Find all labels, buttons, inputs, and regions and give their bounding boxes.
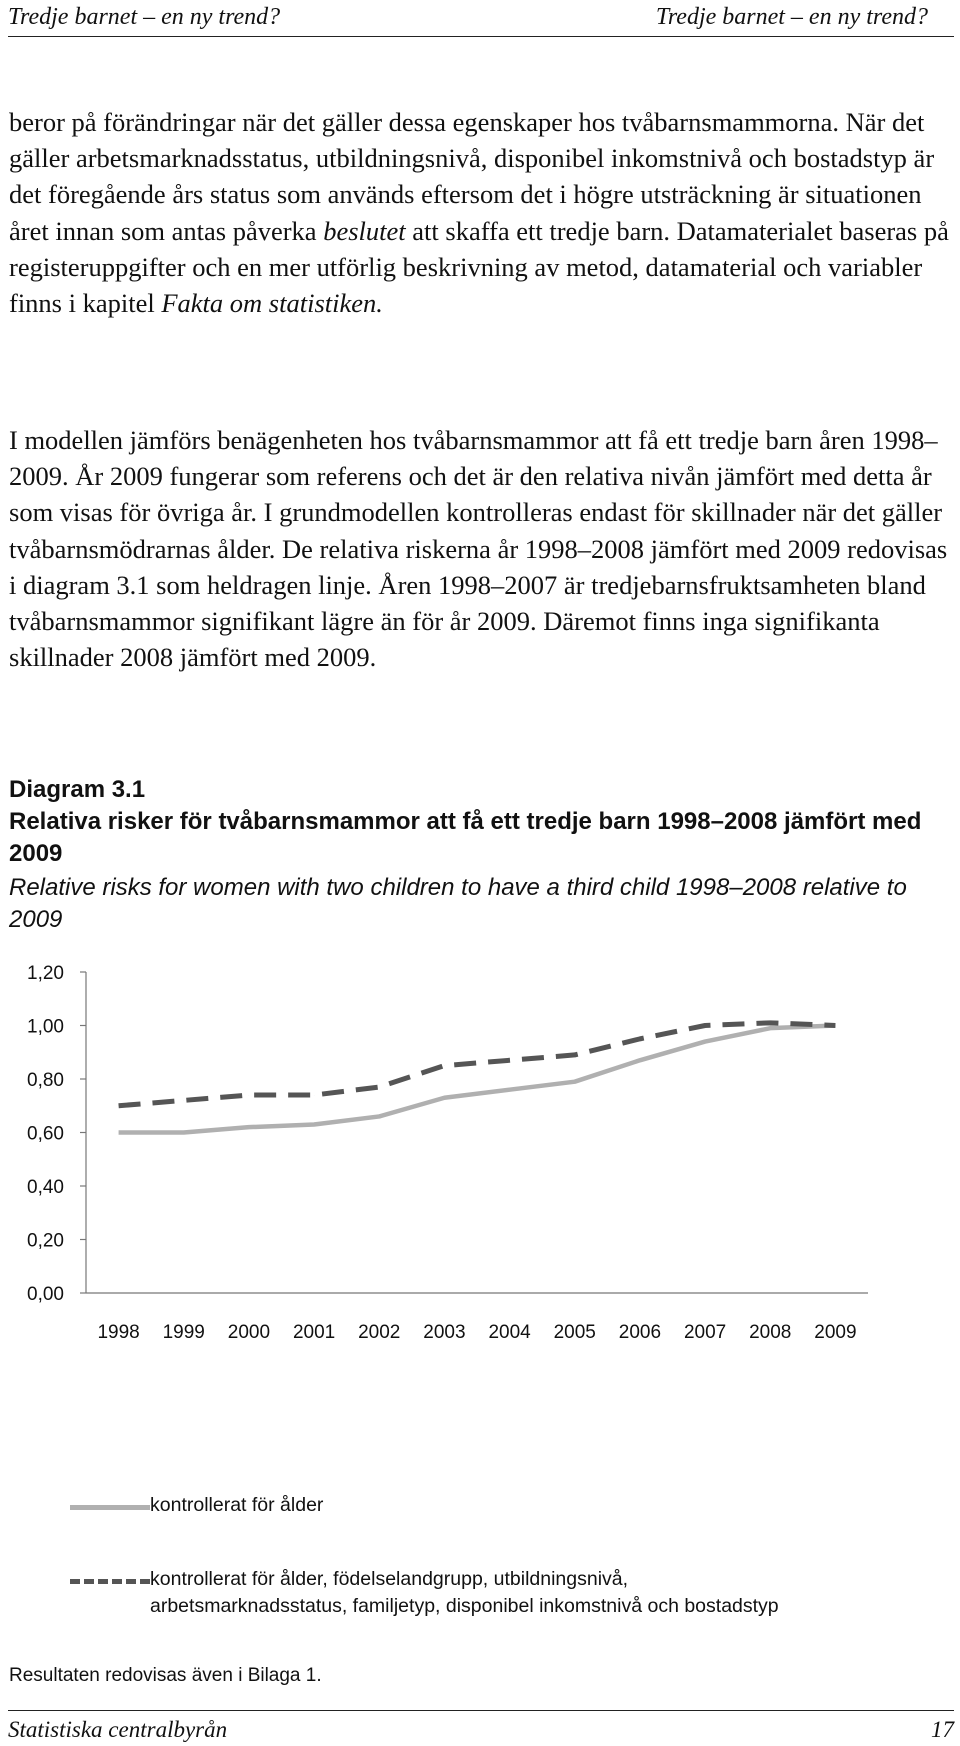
diagram-subtitle: Relative risks for women with two children to have a third child 1998–2008 relative to 2009 [9, 874, 907, 933]
paragraph-1-text-after: att skaffa ett tredje barn. Datamaterialet baseras på registeruppgifter och en mer utförlig beskrivning av metod, datamaterial och variabler finns i kapitel [9, 215, 949, 319]
y-tick-label: 0,60 [27, 1123, 64, 1145]
y-tick-label: 0,20 [27, 1230, 64, 1252]
y-tick-label: 0,40 [27, 1177, 64, 1198]
diagram-label: Diagram 3.1 [9, 776, 146, 803]
running-footer [8, 1710, 954, 1742]
diagram-title: Relativa risker för tvåbarnsmammor att få ett tredje barn 1998–2008 jämfört med 2009 [9, 808, 922, 867]
line-chart [0, 948, 960, 1468]
chart-legend [0, 1480, 960, 1640]
legend-swatch-dashed [70, 1579, 150, 1584]
legend-label-dashed: kontrollerat för ålder, födelselandgrupp, utbildningsnivå, arbetsmarknadsstatus, familjetyp, disponibel inkomstnivå och bostadstyp [150, 1568, 779, 1617]
x-tick-label: 2005 [553, 1322, 596, 1343]
paragraph-1-text-before: beror på förändringar när det gäller dessa egenskaper hos tvåbarnsmammorna. När det gäller arbetsmarknadsstatus, utbildningsnivå, disponibel inkomstnivå och bostadstyp är det föregående års status som används eftersom det i högre utsträckning är situationen året innan som antas påverka [9, 107, 935, 246]
page-number: 17 [931, 1717, 954, 1742]
x-tick-label: 1998 [97, 1322, 140, 1343]
y-tick-label: 1,20 [27, 963, 64, 984]
running-header [8, 0, 954, 37]
x-tick-label: 2000 [227, 1322, 271, 1343]
x-tick-label: 2006 [618, 1322, 662, 1343]
paragraph-1-emphasis: beslutet [323, 215, 406, 246]
x-tick-label: 2008 [749, 1322, 792, 1343]
header-left-title: Tredje barnet – en ny trend? [8, 4, 281, 30]
y-tick-label: 0,00 [27, 1284, 64, 1305]
legend-label-solid: kontrollerat för ålder [150, 1494, 324, 1516]
x-tick-label: 2003 [423, 1322, 466, 1343]
x-tick-label: 2007 [683, 1322, 727, 1343]
x-tick-label: 2002 [358, 1322, 401, 1343]
y-tick-label: 0,80 [27, 1070, 64, 1091]
footer-publisher: Statistiska centralbyrån [8, 1717, 228, 1742]
chart-note: Resultaten redovisas även i Bilaga 1. [9, 1665, 322, 1686]
paragraph-1 [9, 104, 949, 321]
paragraph-2: I modellen jämförs benägenheten hos tvåbarnsmammor att få ett tredje barn åren 1998–2009. År 2009 fungerar som referens och det är den relativa nivån jämfört med detta år som visas för övriga år. I grundmodellen kontrolleras endast för skillnader när det gäller tvåbarnsmödrarnas ålder. De relativa riskerna år 1998–2008 jämfört med 2009 redovisas i diagram 3.1 som heldragen linje. Åren 1998–2007 är tredjebarnsfruktsamheten bland tvåbarnsmammor signifikant lägre än för år 2009. Däremot finns inga signifikanta skillnader 2008 jämfört med 2009. [9, 425, 948, 673]
legend-swatch-solid [70, 1505, 150, 1510]
line-chart-svg [0, 948, 960, 1468]
x-tick-label: 2001 [292, 1322, 336, 1343]
x-tick-label: 2009 [814, 1322, 857, 1343]
series-line-solid [119, 1026, 836, 1133]
x-tick-label: 1999 [162, 1322, 205, 1343]
paragraph-1-reference: Fakta om statistiken. [161, 288, 383, 319]
y-tick-label: 1,00 [27, 1016, 64, 1038]
header-right-title: Tredje barnet – en ny trend? [655, 4, 928, 30]
x-tick-label: 2004 [488, 1322, 531, 1343]
